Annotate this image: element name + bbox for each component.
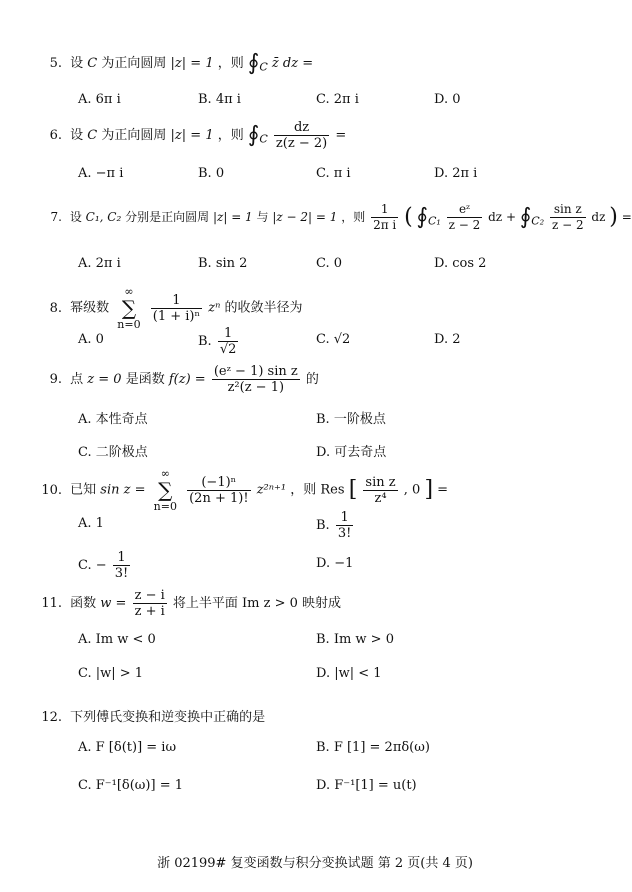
fraction: $\frac{\text{(−1)ⁿ}}{(2n + 1)!}$: [189, 474, 249, 506]
option-a: A. Im w < 0: [78, 632, 156, 647]
contour-integral-symbol: ∮: [416, 204, 428, 230]
summation: ∞ ∑ n=0: [153, 467, 177, 513]
page-footer: 浙 02199# 复变函数与积分变换试题 第 2 页(共 4 页): [157, 856, 473, 871]
fraction: $\frac{\text{eᶻ}}{z - 2}$: [448, 202, 481, 232]
option-d: D. 2: [434, 332, 461, 347]
question-number: 9.: [49, 372, 62, 387]
option-c: C. 二阶极点: [78, 445, 148, 460]
option-b: B. Im w > 0: [316, 632, 394, 647]
question-number: 7.: [50, 210, 62, 224]
contour-integral-symbol: ∮: [247, 50, 260, 76]
option-c: C. π i: [316, 166, 351, 181]
fraction: $\frac{1}{\text{(1 + i)ⁿ}}$: [152, 292, 201, 324]
fraction: $\frac{\text{sin z}}{\text{z⁴}}$: [365, 474, 396, 506]
fraction: $\frac{z - i}{z + i}$: [134, 588, 165, 619]
question-9: 9. 点 z = 0 是函数 f(z) = $\frac{\text{(eᶻ − 1) sin z}}{\text{z²(z − 1)}}$ 的: [40, 364, 612, 395]
question-number: 8.: [49, 300, 62, 316]
option-b: B. sin 2: [198, 256, 248, 271]
question-number: 10.: [41, 482, 62, 498]
option-a: A. F [δ(t)] = iω: [78, 740, 177, 755]
question-11: 11. 函数 w = $\frac{z - i}{z + i}$ 将上半平面 Im z > 0 映射成: [41, 588, 342, 619]
option-d: D. F⁻¹[1] = u(t): [316, 778, 417, 793]
fraction: $\frac{1}{3!}$: [337, 510, 352, 541]
question-5: 5. 设 C 为正向圆周 |z| = 1 ，则 $∮_C$ z̄ dz =: [40, 52, 612, 75]
option-b: B. F [1] = 2πδ(ω): [316, 740, 430, 755]
fraction: $\frac{\text{sin z}}{z - 2}$: [551, 202, 584, 232]
question-10: 10. 已知 sin z = ∞ ∑ n=0 $\frac{\text{(−1)ⁿ}}{(2n + 1)!}$ z²ⁿ⁺¹ ，则 Res [ $\frac{\text{sin z}}{\text{z⁴}}$ , 0 ] =: [41, 467, 449, 513]
option-a: A. 1: [78, 516, 104, 531]
option-a: A. 6π i: [78, 92, 121, 107]
option-b: B. 4π i: [198, 92, 241, 107]
option-d: D. cos 2: [434, 256, 487, 271]
contour-integral-symbol: ∮: [247, 122, 260, 148]
option-d: D. 0: [434, 92, 461, 107]
question-number: 11.: [41, 596, 62, 611]
option-c: C. |w| > 1: [78, 666, 144, 681]
fraction: $\frac{\text{(eᶻ − 1) sin z}}{\text{z²(z − 1)}}$: [213, 364, 298, 395]
question-number: 12.: [41, 710, 62, 725]
option-c: C. 0: [316, 256, 343, 271]
option-d: D. 2π i: [434, 166, 478, 181]
option-d: D. |w| < 1: [316, 666, 382, 681]
option-a: A. 2π i: [78, 256, 121, 271]
fraction: $\frac{1}{\text{2π i}}$: [373, 202, 397, 232]
fraction: $\frac{dz}{z(z - 2)}$: [275, 120, 328, 151]
question-8: 8. 幂级数 ∞ ∑ n=0 $\frac{1}{\text{(1 + i)ⁿ}}$ zⁿ 的收敛半径为: [40, 284, 612, 332]
contour-integral-symbol: ∮: [519, 204, 532, 230]
option-c: C. F⁻¹[δ(ω)] = 1: [78, 778, 183, 793]
fraction: $\frac{1}{3!}$: [114, 550, 129, 581]
question-number: 6.: [49, 128, 62, 143]
question-number: 5.: [49, 56, 62, 71]
option-c: C. √2: [316, 332, 351, 347]
fraction: $\frac{1}{√2}$: [219, 326, 237, 357]
summation: ∞ ∑ n=0: [117, 285, 141, 331]
option-c: C. 2π i: [316, 92, 359, 107]
option-b: B. $\frac{1}{3!}$: [316, 510, 352, 541]
option-c: C. − $\frac{1}{3!}$: [78, 550, 129, 581]
option-a: A. 本性奇点: [78, 412, 148, 427]
option-b: B. 0: [198, 166, 225, 181]
question-12: 12. 下列傅氏变换和逆变换中正确的是: [41, 710, 266, 725]
option-b: B. 一阶极点: [316, 412, 386, 427]
option-a: A. 0: [78, 332, 104, 347]
option-d: D. 可去奇点: [316, 445, 387, 460]
question-7: 7. 设 C₁, C₂ 分别是正向圆周 |z| = 1 与 |z − 2| = 1 ，则 $\frac{1}{\text{2π i}}$ ( $∮_{C_1}$ $\frac{\text{eᶻ}}{z - 2}$ dz + $∮_{C_2}$ $\frac{\text{sin z}}{z - 2}$ dz ) =: [40, 202, 612, 233]
option-d: D. −1: [316, 556, 354, 571]
option-a: A. −π i: [78, 166, 124, 181]
option-b: B. $\frac{1}{√2}$: [198, 326, 237, 357]
question-6: 6. 设 C 为正向圆周 |z| = 1 ，则 $∮_C$ $\frac{dz}{z(z - 2)}$ =: [40, 120, 612, 151]
